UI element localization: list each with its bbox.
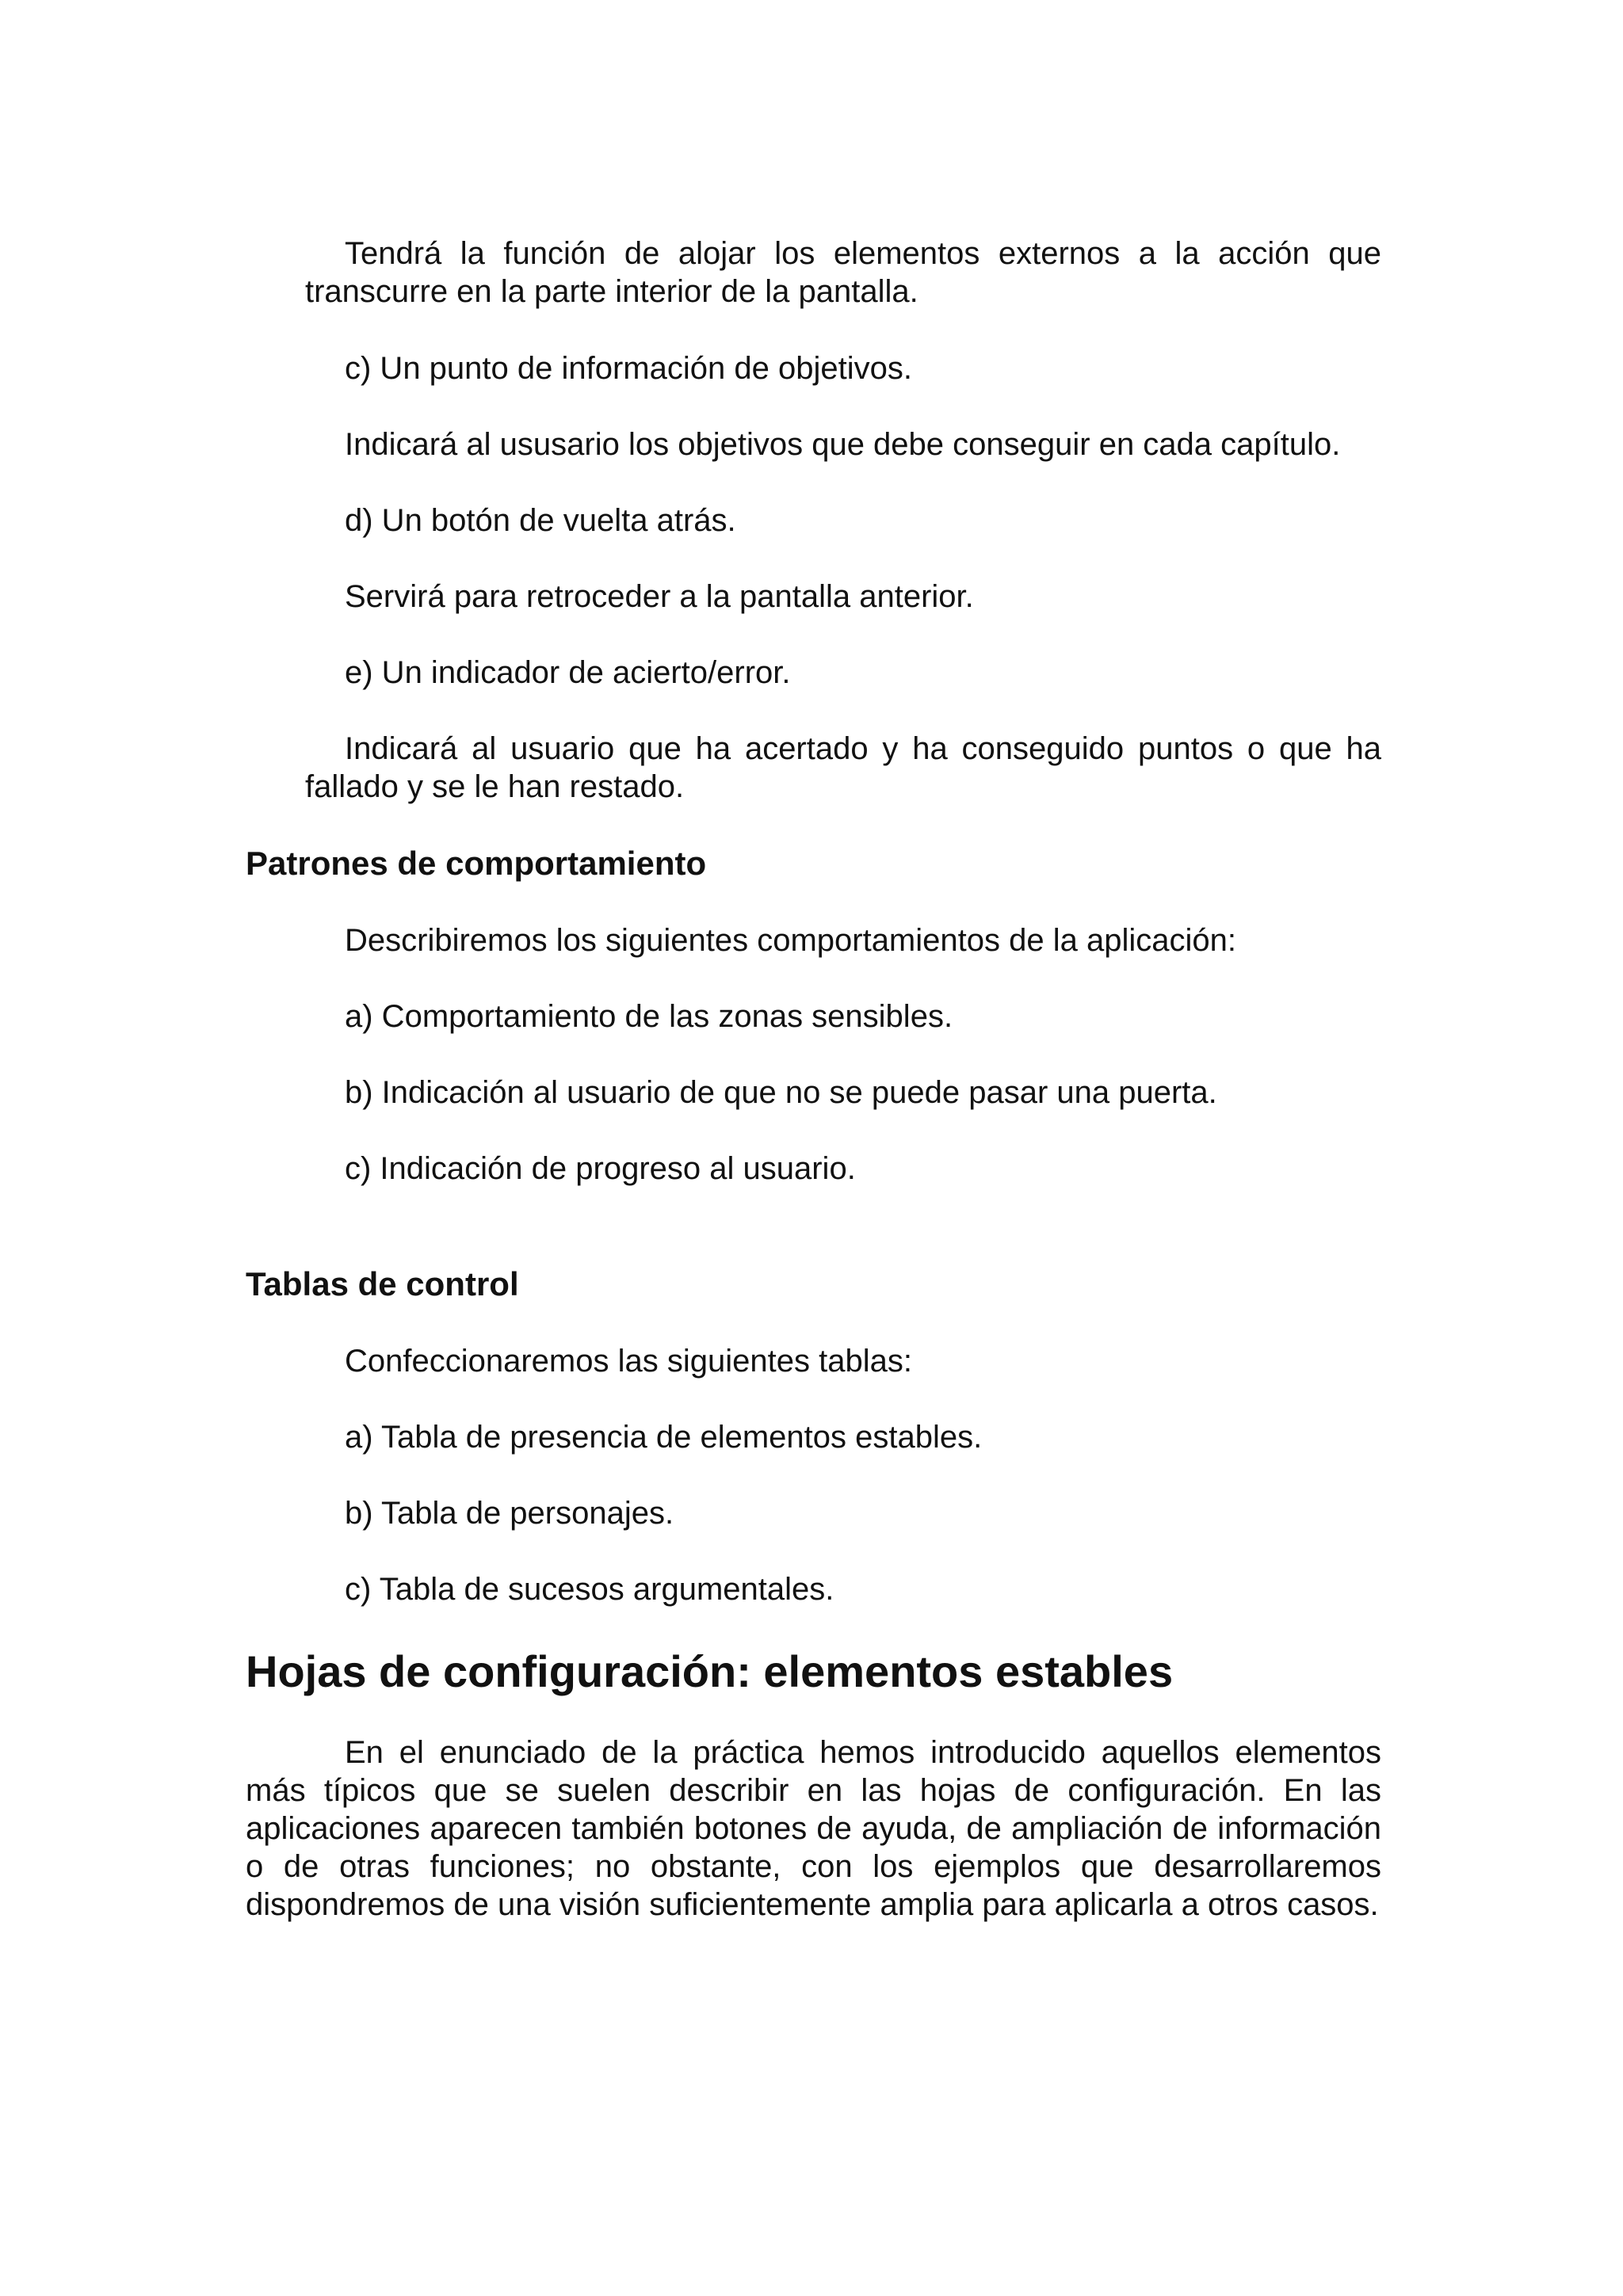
patrones-item-c: c) Indicación de progreso al usuario.	[345, 1151, 856, 1186]
patrones-intro: Describiremos los siguientes comportamientos de la aplicación:	[345, 923, 1236, 958]
section-heading-patrones: Patrones de comportamiento	[246, 845, 707, 882]
section-heading-tablas: Tablas de control	[246, 1265, 519, 1302]
list-item-d: d) Un botón de vuelta atrás.	[345, 503, 736, 538]
section-heading-hojas: Hojas de configuración: elementos estables	[246, 1646, 1174, 1696]
tablas-item-c: c) Tabla de sucesos argumentales.	[345, 1572, 834, 1607]
patrones-item-b: b) Indicación al usuario de que no se puede pasar una puerta.	[345, 1075, 1217, 1110]
tablas-item-b: b) Tabla de personajes.	[345, 1496, 674, 1531]
list-item-e-description: Indicará al usuario que ha acertado y ha conseguido puntos o que ha fallado y se le han restado.	[305, 731, 1381, 804]
tablas-intro: Confeccionaremos las siguientes tablas:	[345, 1344, 912, 1379]
tablas-item-a: a) Tabla de presencia de elementos estables.	[345, 1420, 983, 1455]
list-item-d-description: Servirá para retroceder a la pantalla anterior.	[345, 579, 974, 614]
list-item-c-description: Indicará al ususario los objetivos que debe conseguir en cada capítulo.	[345, 427, 1341, 462]
hojas-paragraph: En el enunciado de la práctica hemos introducido aquellos elementos más típicos que se suelen describir en las hojas de configuración. En las aplicaciones aparecen también botones de ayuda, de ampliación de información o de otras funciones; no obstante, con los ejemplos que desarrollaremos dispondremos de una visión suficientemente amplia para aplicarla a otros casos.	[246, 1735, 1381, 1922]
paragraph-function: Tendrá la función de alojar los elementos externos a la acción que transcurre en la parte interior de la pantalla.	[305, 236, 1381, 309]
list-item-e: e) Un indicador de acierto/error.	[345, 655, 791, 690]
patrones-item-a: a) Comportamiento de las zonas sensibles.	[345, 999, 953, 1034]
list-item-c: c) Un punto de información de objetivos.	[345, 351, 912, 386]
